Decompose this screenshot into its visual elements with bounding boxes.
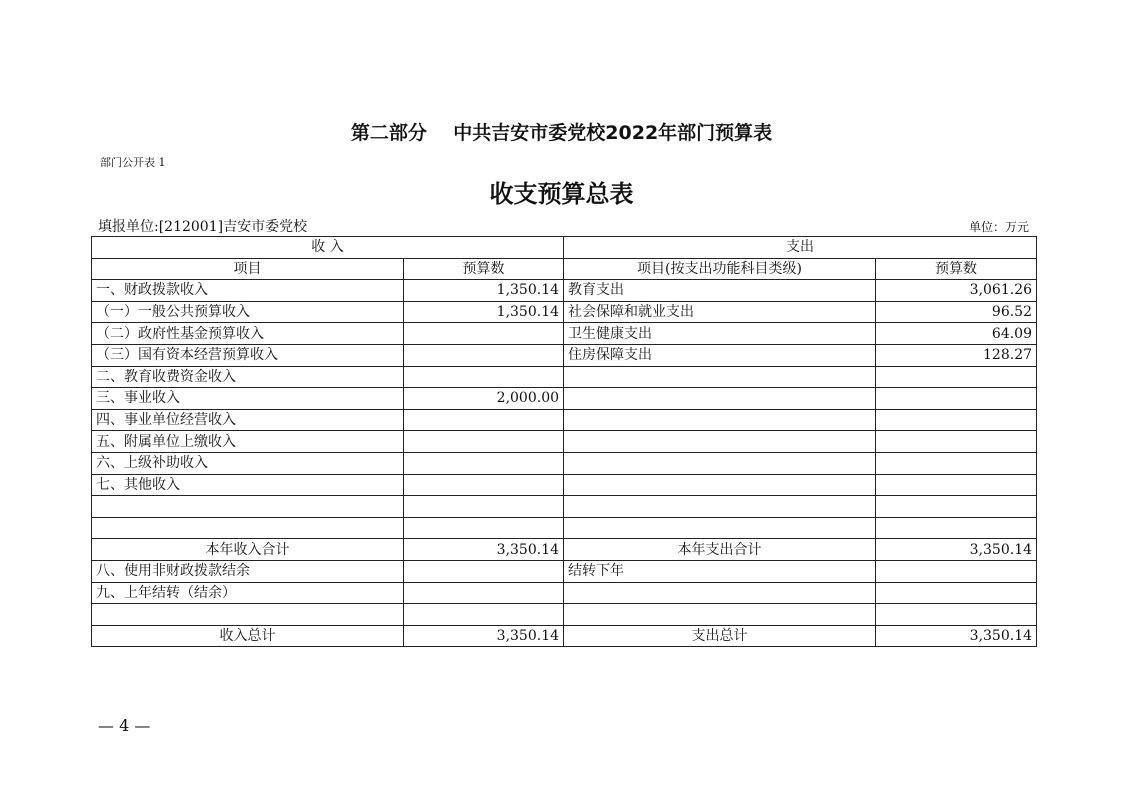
expense-amount-cell	[876, 582, 1037, 604]
income-amount-cell	[404, 452, 564, 474]
expense-item-cell	[564, 517, 876, 539]
income-item-cell: 八、使用非财政拨款结余	[92, 560, 404, 582]
table-row	[92, 409, 1037, 431]
expense-amount-cell: 64.09	[876, 323, 1037, 345]
table-row	[92, 301, 1037, 323]
income-amount-cell	[404, 409, 564, 431]
income-item-cell: 九、上年结转（结余）	[92, 582, 404, 604]
expense-item-cell	[564, 409, 876, 431]
document-heading: 第二部分 中共吉安市委党校2022年部门预算表	[350, 122, 773, 144]
income-budget-header: 预算数	[404, 258, 564, 280]
expense-item-header: 项目(按支出功能科目类级)	[564, 258, 876, 280]
income-amount-cell	[404, 560, 564, 582]
income-amount-cell: 3,350.14	[404, 539, 564, 561]
page-number: — 4 —	[98, 716, 151, 735]
column-header-row	[92, 258, 1037, 280]
expense-amount-cell: 128.27	[876, 344, 1037, 366]
income-item-cell: （一）一般公共预算收入	[92, 301, 404, 323]
expense-item-cell	[564, 452, 876, 474]
expense-amount-cell	[876, 474, 1037, 496]
table-row	[92, 560, 1037, 582]
income-section-header: 收 入	[92, 237, 564, 259]
expense-item-cell	[564, 366, 876, 388]
table-row	[92, 582, 1037, 604]
income-item-cell	[92, 496, 404, 518]
table-row	[92, 517, 1037, 539]
expense-item-cell: 本年支出合计	[564, 539, 876, 561]
expense-amount-cell	[876, 604, 1037, 626]
table-row	[92, 625, 1037, 647]
table-title: 收支预算总表	[489, 180, 634, 208]
income-amount-cell	[404, 582, 564, 604]
expense-amount-cell: 3,350.14	[876, 539, 1037, 561]
expense-budget-header: 预算数	[876, 258, 1037, 280]
section-header-row	[92, 237, 1037, 259]
income-item-cell: 七、其他收入	[92, 474, 404, 496]
table-row	[92, 474, 1037, 496]
expense-amount-cell: 3,061.26	[876, 280, 1037, 302]
table-row	[92, 604, 1037, 626]
income-item-cell: 一、财政拨款收入	[92, 280, 404, 302]
income-amount-cell	[404, 474, 564, 496]
expense-item-cell: 结转下年	[564, 560, 876, 582]
expense-item-cell: 教育支出	[564, 280, 876, 302]
income-amount-cell	[404, 431, 564, 453]
expense-amount-cell: 3,350.14	[876, 625, 1037, 647]
income-amount-cell	[404, 517, 564, 539]
table-row	[92, 431, 1037, 453]
table-number: 部门公开表 1	[100, 156, 166, 169]
expense-item-cell: 社会保障和就业支出	[564, 301, 876, 323]
income-item-cell: （三）国有资本经营预算收入	[92, 344, 404, 366]
expense-item-cell: 支出总计	[564, 625, 876, 647]
expense-item-cell	[564, 604, 876, 626]
expense-amount-cell: 96.52	[876, 301, 1037, 323]
currency-unit: 单位：万元	[968, 220, 1029, 234]
table-row	[92, 539, 1037, 561]
table-row	[92, 323, 1037, 345]
expense-section-header: 支出	[564, 237, 1037, 259]
reporting-unit: 填报单位:[212001]吉安市委党校	[98, 219, 308, 235]
income-item-cell: 六、上级补助收入	[92, 452, 404, 474]
income-item-header: 项目	[92, 258, 404, 280]
expense-amount-cell	[876, 496, 1037, 518]
table-row	[92, 280, 1037, 302]
income-item-cell: 收入总计	[92, 625, 404, 647]
expense-amount-cell	[876, 388, 1037, 410]
expense-item-cell	[564, 474, 876, 496]
income-item-cell: 本年收入合计	[92, 539, 404, 561]
income-amount-cell	[404, 344, 564, 366]
expense-amount-cell	[876, 431, 1037, 453]
income-amount-cell: 1,350.14	[404, 301, 564, 323]
expense-amount-cell	[876, 409, 1037, 431]
table-row	[92, 344, 1037, 366]
table-row	[92, 452, 1037, 474]
income-item-cell: 四、事业单位经营收入	[92, 409, 404, 431]
income-item-cell: 三、事业收入	[92, 388, 404, 410]
expense-item-cell: 住房保障支出	[564, 344, 876, 366]
expense-amount-cell	[876, 366, 1037, 388]
table-row	[92, 388, 1037, 410]
income-amount-cell	[404, 496, 564, 518]
income-amount-cell: 2,000.00	[404, 388, 564, 410]
expense-item-cell	[564, 582, 876, 604]
table-row	[92, 496, 1037, 518]
income-item-cell: 二、教育收费资金收入	[92, 366, 404, 388]
income-item-cell	[92, 604, 404, 626]
income-amount-cell	[404, 366, 564, 388]
income-item-cell: （二）政府性基金预算收入	[92, 323, 404, 345]
expense-amount-cell	[876, 517, 1037, 539]
income-amount-cell: 3,350.14	[404, 625, 564, 647]
expense-item-cell: 卫生健康支出	[564, 323, 876, 345]
budget-table	[91, 236, 1037, 647]
income-item-cell	[92, 517, 404, 539]
expense-item-cell	[564, 388, 876, 410]
expense-amount-cell	[876, 560, 1037, 582]
income-amount-cell: 1,350.14	[404, 280, 564, 302]
income-amount-cell	[404, 323, 564, 345]
table-row	[92, 366, 1037, 388]
income-item-cell: 五、附属单位上缴收入	[92, 431, 404, 453]
expense-item-cell	[564, 431, 876, 453]
table-body	[92, 280, 1037, 647]
expense-amount-cell	[876, 452, 1037, 474]
expense-item-cell	[564, 496, 876, 518]
income-amount-cell	[404, 604, 564, 626]
